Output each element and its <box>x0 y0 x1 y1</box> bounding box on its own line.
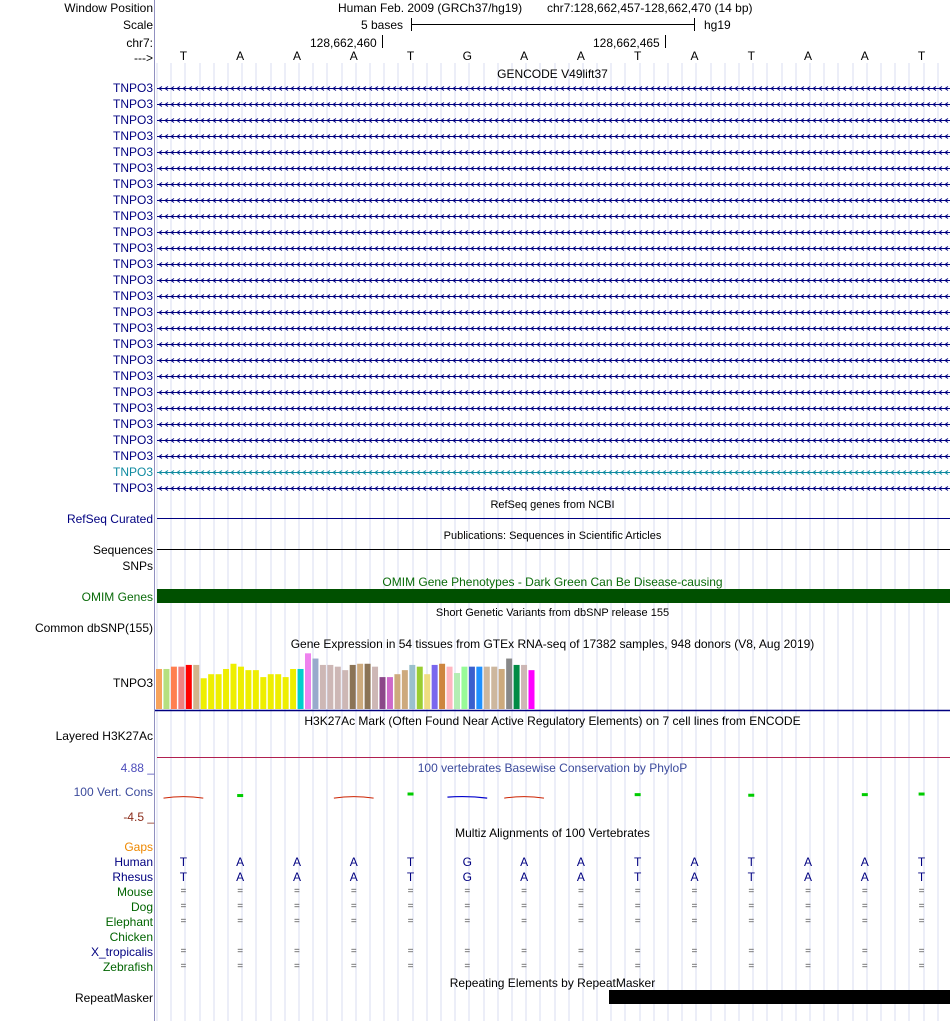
gencode-transcript-intron[interactable] <box>155 193 950 207</box>
gencode-transcript-intron[interactable] <box>155 289 950 303</box>
refseq-track-title[interactable]: RefSeq genes from NCBI <box>490 499 615 511</box>
gencode-transcript-label[interactable]: TNPO3 <box>112 321 153 335</box>
alignment-base: = <box>577 886 584 897</box>
gtex-tissue-bar[interactable] <box>260 677 266 709</box>
alignment-base: = <box>180 901 187 912</box>
gtex-tissue-bar[interactable] <box>268 674 274 709</box>
gencode-transcript-label[interactable]: TNPO3 <box>112 113 153 127</box>
strand-label: ---> <box>134 51 153 65</box>
gencode-transcript-intron[interactable] <box>155 353 950 367</box>
gaps-label: Gaps <box>124 840 153 854</box>
alignment-base: = <box>350 946 357 957</box>
alignment-base: T <box>634 855 642 869</box>
alignment-base: T <box>747 855 755 869</box>
refseq-line <box>157 518 950 519</box>
alignment-base: = <box>180 961 187 972</box>
base-letter: A <box>520 49 529 63</box>
alignment-base: = <box>180 916 187 927</box>
phylop-conservation-chart[interactable] <box>155 768 950 824</box>
gencode-transcript-intron[interactable] <box>155 145 950 159</box>
base-letter: A <box>292 49 301 63</box>
gencode-transcript-intron[interactable] <box>155 417 950 431</box>
alignment-base: = <box>237 901 244 912</box>
base-letter: A <box>236 49 245 63</box>
gencode-transcript-label[interactable]: TNPO3 <box>112 177 153 191</box>
alignment-base: = <box>521 886 528 897</box>
alignment-base: = <box>691 886 698 897</box>
alignment-base: = <box>634 916 641 927</box>
alignment-base: = <box>691 961 698 972</box>
alignment-base: A <box>292 870 301 884</box>
phylop-score-mark <box>862 793 868 796</box>
gtex-tissue-bar[interactable] <box>186 665 192 709</box>
alignment-base: = <box>294 886 300 897</box>
alignment-base: = <box>918 901 925 912</box>
gtex-tissue-bar[interactable] <box>312 659 318 709</box>
alignment-base: A <box>292 855 301 869</box>
gencode-transcript-label[interactable]: TNPO3 <box>112 129 153 143</box>
alignment-base: A <box>236 855 245 869</box>
gencode-transcript-intron[interactable] <box>155 241 950 255</box>
scale-label: Scale <box>122 18 153 32</box>
scale-bases: 5 bases <box>361 18 404 32</box>
gtex-tissue-bar[interactable] <box>335 667 341 709</box>
gtex-tissue-bar[interactable] <box>238 667 244 709</box>
scale-bar <box>411 18 695 31</box>
gtex-tissue-bar[interactable] <box>163 669 169 709</box>
gencode-transcript-intron[interactable] <box>155 337 950 351</box>
species-label[interactable]: Zebrafish <box>102 960 153 974</box>
dbsnp-track-label[interactable]: Common dbSNP(155) <box>34 621 153 635</box>
alignment-base: = <box>634 946 641 957</box>
alignment-base: = <box>407 961 414 972</box>
gencode-transcript-intron[interactable] <box>155 129 950 143</box>
gencode-transcript-label[interactable]: TNPO3 <box>112 369 153 383</box>
alignment-base: = <box>577 961 584 972</box>
coord-right: 128,662,465 <box>593 36 660 50</box>
gtex-tissue-bar[interactable] <box>216 674 222 709</box>
base-letter: T <box>179 49 188 63</box>
gencode-transcript-label[interactable]: TNPO3 <box>112 449 153 463</box>
gencode-transcript-label[interactable]: TNPO3 <box>112 257 153 271</box>
alignment-base: T <box>179 855 188 869</box>
alignment-base: = <box>918 961 925 972</box>
conservation-max-label: 4.88 _ <box>120 761 154 775</box>
gtex-tissue-bar[interactable] <box>223 669 229 709</box>
base-letter: G <box>462 49 472 63</box>
gencode-transcript-label[interactable]: TNPO3 <box>112 401 153 415</box>
gtex-tissue-bar[interactable] <box>245 670 251 709</box>
gencode-transcript-label[interactable]: TNPO3 <box>112 273 153 287</box>
gtex-tissue-bar[interactable] <box>290 669 296 709</box>
phylop-score-mark <box>919 793 925 796</box>
alignment-base: T <box>406 870 415 884</box>
phylop-score-mark <box>334 797 374 799</box>
gtex-tissue-bar[interactable] <box>417 667 423 709</box>
gtex-tissue-bar[interactable] <box>298 669 304 709</box>
base-letter: T <box>917 49 926 63</box>
gtex-tissue-bar[interactable] <box>350 665 356 709</box>
gencode-transcript-label[interactable]: TNPO3 <box>112 433 153 447</box>
alignment-base: A <box>349 855 358 869</box>
alignment-base: = <box>748 961 755 972</box>
gtex-tissue-bar[interactable] <box>380 677 386 709</box>
gtex-expression-chart[interactable] <box>155 651 950 712</box>
alignment-base: A <box>520 870 529 884</box>
alignment-base: = <box>464 946 471 957</box>
omim-track-label[interactable]: OMIM Genes <box>81 590 153 604</box>
alignment-base: = <box>237 961 244 972</box>
gtex-tissue-bar[interactable] <box>469 667 475 709</box>
gencode-transcript-intron[interactable] <box>155 81 950 95</box>
window-position-value[interactable]: chr7:128,662,457-128,662,470 (14 bp) <box>547 1 753 15</box>
gencode-transcript-intron[interactable] <box>155 369 950 383</box>
species-label[interactable]: Mouse <box>116 885 153 899</box>
gencode-transcript-intron[interactable] <box>155 433 950 447</box>
gtex-tissue-bar[interactable] <box>424 674 430 709</box>
alignment-base: = <box>805 946 811 957</box>
alignment-base: A <box>860 870 869 884</box>
gencode-transcript-intron[interactable] <box>155 401 950 415</box>
alignment-base: = <box>634 961 641 972</box>
coord-right-tick <box>665 35 666 48</box>
alignment-base: T <box>917 855 926 869</box>
alignment-base: = <box>805 961 811 972</box>
alignment-base: T <box>747 870 755 884</box>
gencode-transcript-intron[interactable] <box>155 225 950 239</box>
gencode-transcript-label[interactable]: TNPO3 <box>112 209 153 223</box>
alignment-base: = <box>861 961 868 972</box>
alignment-base: = <box>464 901 471 912</box>
snps-track-label[interactable]: SNPs <box>122 559 153 573</box>
conservation-min-label: -4.5 _ <box>123 810 154 824</box>
conservation-track-label[interactable]: 100 Vert. Cons <box>73 785 153 799</box>
gencode-transcript-intron[interactable] <box>155 177 950 191</box>
coord-left: 128,662,460 <box>310 36 377 50</box>
alignment-base: = <box>748 886 755 897</box>
alignment-base: = <box>521 916 528 927</box>
alignment-base: = <box>861 946 868 957</box>
alignment-base: = <box>805 886 811 897</box>
alignment-base: = <box>350 916 357 927</box>
omim-track-title[interactable]: OMIM Gene Phenotypes - Dark Green Can Be Disease-causing <box>382 575 723 589</box>
gtex-tissue-bar[interactable] <box>365 664 371 709</box>
gencode-transcript-label[interactable]: TNPO3 <box>112 465 153 479</box>
alignment-base: A <box>576 855 585 869</box>
alignment-base: = <box>294 916 300 927</box>
h3k27ac-signal-line <box>157 757 950 758</box>
gencode-transcript-label[interactable]: TNPO3 <box>112 97 153 111</box>
alignment-base: A <box>804 855 813 869</box>
alignment-base: = <box>464 961 471 972</box>
omim-gene-bar[interactable] <box>157 589 950 603</box>
alignment-base: = <box>407 901 414 912</box>
gtex-tissue-bar[interactable] <box>454 673 460 709</box>
gencode-transcript-label[interactable]: TNPO3 <box>112 385 153 399</box>
gtex-tissue-bar[interactable] <box>193 665 199 709</box>
gencode-transcript-label[interactable]: TNPO3 <box>112 145 153 159</box>
alignment-base: = <box>521 961 528 972</box>
window-position-label: Window Position <box>64 1 153 15</box>
h3k27ac-track-title[interactable]: H3K27Ac Mark (Often Found Near Active Regulatory Elements) on 7 cell lines from ENCODE <box>304 714 801 728</box>
alignment-base: = <box>918 916 925 927</box>
base-letter: T <box>747 49 755 63</box>
gtex-tissue-bar[interactable] <box>201 678 207 709</box>
refseq-track-label[interactable]: RefSeq Curated <box>66 512 153 526</box>
gtex-tissue-bar[interactable] <box>476 667 482 709</box>
gencode-transcript-label[interactable]: TNPO3 <box>112 225 153 239</box>
base-letter: A <box>690 49 699 63</box>
scale-db: hg19 <box>704 18 731 32</box>
coord-left-tick <box>382 35 383 48</box>
gencode-transcript-intron[interactable] <box>155 385 950 399</box>
chrom-label: chr7: <box>126 36 153 50</box>
alignment-base: G <box>462 855 472 869</box>
repeatmasker-track-label[interactable]: RepeatMasker <box>74 991 153 1005</box>
gtex-tissue-bar[interactable] <box>253 670 259 709</box>
gtex-tissue-bar[interactable] <box>409 665 415 709</box>
gencode-transcript-intron[interactable] <box>155 161 950 175</box>
alignment-base: = <box>748 901 755 912</box>
dbsnp-track-title[interactable]: Short Genetic Variants from dbSNP release 155 <box>435 607 670 619</box>
publications-line <box>157 549 950 550</box>
alignment-base: A <box>804 870 813 884</box>
base-letter: T <box>406 49 415 63</box>
gtex-tissue-bar[interactable] <box>394 674 400 709</box>
alignment-base: = <box>577 901 584 912</box>
alignment-base: = <box>521 946 528 957</box>
alignment-base: A <box>690 870 699 884</box>
phylop-score-mark <box>164 797 204 799</box>
gtex-tissue-bar[interactable] <box>461 667 467 709</box>
gtex-tissue-bar[interactable] <box>208 674 214 709</box>
alignment-base: = <box>180 886 187 897</box>
alignment-base: = <box>350 886 357 897</box>
species-label[interactable]: Dog <box>130 900 153 914</box>
base-letter: A <box>349 49 358 63</box>
gtex-tissue-bar[interactable] <box>499 669 505 709</box>
gencode-track-title[interactable]: GENCODE V49lift37 <box>497 67 608 81</box>
gtex-tissue-bar[interactable] <box>432 665 438 709</box>
alignment-base: = <box>748 916 755 927</box>
alignment-base: = <box>861 886 868 897</box>
gencode-transcript-intron[interactable] <box>155 449 950 463</box>
species-label[interactable]: Elephant <box>105 915 153 929</box>
alignment-base: = <box>805 916 811 927</box>
alignment-base: = <box>861 901 868 912</box>
gtex-tissue-bar[interactable] <box>231 664 237 709</box>
base-sequence <box>0 49 950 63</box>
alignment-base: T <box>634 870 642 884</box>
alignment-base: = <box>294 946 300 957</box>
gtex-tissue-bar[interactable] <box>529 670 535 709</box>
phylop-score-mark <box>635 793 641 796</box>
alignment-base: T <box>406 855 415 869</box>
multiz-track-title[interactable]: Multiz Alignments of 100 Vertebrates <box>455 826 650 840</box>
alignment-base: = <box>464 886 471 897</box>
publications-track-label[interactable]: Sequences <box>92 543 153 557</box>
gtex-track-label[interactable]: TNPO3 <box>112 676 153 690</box>
alignment-base: = <box>237 886 244 897</box>
species-label[interactable]: X_tropicalis <box>90 945 153 959</box>
gtex-tissue-bar[interactable] <box>178 667 184 709</box>
gencode-transcript-intron[interactable] <box>155 481 950 495</box>
alignment-base: = <box>294 901 300 912</box>
gtex-track-title[interactable]: Gene Expression in 54 tissues from GTEx RNA-seq of 17382 samples, 948 donors (V8, Aug 2019) <box>290 637 815 651</box>
alignment-base: = <box>691 946 698 957</box>
repeatmasker-element[interactable] <box>609 990 950 1004</box>
base-letter: A <box>804 49 813 63</box>
gencode-transcript-intron[interactable] <box>155 305 950 319</box>
alignment-base: A <box>349 870 358 884</box>
alignment-base: = <box>407 916 414 927</box>
gencode-transcript-label[interactable]: TNPO3 <box>112 81 153 95</box>
alignment-base: = <box>237 916 244 927</box>
alignment-base: A <box>236 870 245 884</box>
gtex-tissue-bar[interactable] <box>491 667 497 709</box>
gtex-tissue-bar[interactable] <box>305 653 311 709</box>
alignment-base: A <box>860 855 869 869</box>
species-label[interactable]: Chicken <box>109 930 153 944</box>
alignment-base: = <box>407 886 414 897</box>
alignment-base: = <box>691 901 698 912</box>
gtex-tissue-bar[interactable] <box>357 664 363 709</box>
alignment-base: = <box>918 946 925 957</box>
base-letter: T <box>634 49 642 63</box>
alignment-base: = <box>350 961 357 972</box>
alignment-base: = <box>634 901 641 912</box>
alignment-base: = <box>861 916 868 927</box>
gtex-tissue-bar[interactable] <box>342 670 348 709</box>
gtex-tissue-bar[interactable] <box>387 677 393 709</box>
phylop-score-mark <box>447 797 487 799</box>
alignment-base: T <box>917 870 926 884</box>
gtex-tissue-bar[interactable] <box>521 665 527 709</box>
alignment-base: = <box>918 886 925 897</box>
phylop-score-mark <box>748 794 754 797</box>
base-letter: A <box>576 49 585 63</box>
assembly-name: Human Feb. 2009 (GRCh37/hg19) <box>338 1 523 15</box>
gencode-transcript-intron[interactable] <box>155 97 950 111</box>
species-label[interactable]: Rhesus <box>112 870 153 884</box>
gencode-transcript-label[interactable]: TNPO3 <box>112 241 153 255</box>
gtex-tissue-bar[interactable] <box>447 667 453 709</box>
gtex-tissue-bar[interactable] <box>171 667 177 709</box>
alignment-base: = <box>521 901 528 912</box>
repeatmasker-track-title[interactable]: Repeating Elements by RepeatMasker <box>449 976 656 990</box>
gtex-tissue-bar[interactable] <box>320 665 326 709</box>
gencode-transcript-intron[interactable] <box>155 273 950 287</box>
alignment-base: = <box>577 916 584 927</box>
gtex-tissue-bar[interactable] <box>372 667 378 709</box>
alignment-base: = <box>691 916 698 927</box>
alignment-base: = <box>748 946 755 957</box>
alignment-base: = <box>464 916 471 927</box>
species-label[interactable]: Human <box>114 855 153 869</box>
phylop-score-mark <box>237 794 243 797</box>
alignment-base: = <box>237 946 244 957</box>
alignment-base: = <box>805 901 811 912</box>
alignment-base: = <box>634 886 641 897</box>
gencode-transcript-intron[interactable] <box>155 113 950 127</box>
alignment-base: T <box>179 870 188 884</box>
conservation-track-title[interactable]: 100 vertebrates Basewise Conservation by PhyloP <box>417 761 688 775</box>
gtex-tissue-bar[interactable] <box>283 677 289 709</box>
gencode-transcript-label[interactable]: TNPO3 <box>112 289 153 303</box>
base-letter: A <box>860 49 869 63</box>
gtex-tissue-bar[interactable] <box>439 664 445 709</box>
alignment-base: G <box>462 870 472 884</box>
alignment-base: A <box>690 855 699 869</box>
gencode-transcript-label[interactable]: TNPO3 <box>112 305 153 319</box>
alignment-base: A <box>576 870 585 884</box>
gencode-transcript-label[interactable]: TNPO3 <box>112 161 153 175</box>
gencode-transcript-label[interactable]: TNPO3 <box>112 481 153 495</box>
alignment-base: = <box>350 901 357 912</box>
gtex-tissue-bar[interactable] <box>156 669 162 709</box>
gtex-tissue-bar[interactable] <box>506 659 512 709</box>
gtex-tissue-bar[interactable] <box>514 665 520 709</box>
phylop-score-mark <box>408 793 414 796</box>
alignment-base: = <box>294 961 300 972</box>
gencode-transcript-label[interactable]: TNPO3 <box>112 353 153 367</box>
gtex-tissue-bar[interactable] <box>275 674 281 709</box>
gencode-transcript-intron[interactable] <box>155 465 950 479</box>
gencode-transcript-label[interactable]: TNPO3 <box>112 193 153 207</box>
alignment-base: = <box>407 946 414 957</box>
gencode-transcript-intron[interactable] <box>155 209 950 223</box>
phylop-score-mark <box>504 797 544 799</box>
gtex-tissue-bar[interactable] <box>402 670 408 709</box>
gtex-tissue-bar[interactable] <box>327 665 333 709</box>
gencode-transcript-intron[interactable] <box>155 257 950 271</box>
alignment-base: = <box>180 946 187 957</box>
gencode-transcript-label[interactable]: TNPO3 <box>112 337 153 351</box>
publications-track-title[interactable]: Publications: Sequences in Scientific Articles <box>443 530 662 542</box>
h3k27ac-track-label[interactable]: Layered H3K27Ac <box>55 729 153 743</box>
alignment-base: = <box>577 946 584 957</box>
gtex-tissue-bar[interactable] <box>484 667 490 709</box>
gencode-transcript-label[interactable]: TNPO3 <box>112 417 153 431</box>
alignment-base: A <box>520 855 529 869</box>
gencode-transcript-intron[interactable] <box>155 321 950 335</box>
